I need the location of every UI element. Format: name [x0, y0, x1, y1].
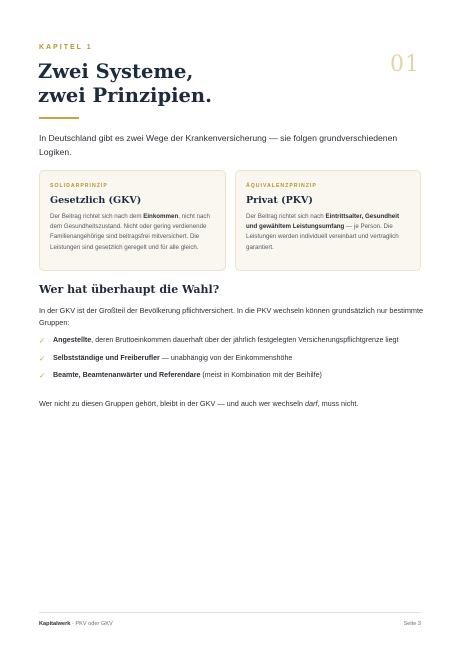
page-title — [38, 60, 338, 108]
gkv-card-body — [50, 212, 215, 253]
list-item-bold: Angestellte — [53, 336, 92, 344]
title-line-2: zwei Prinzipien. — [38, 84, 212, 107]
gkv-card-kicker: SOLIDARPRINZIP — [50, 183, 108, 189]
check-icon: ✓ — [39, 336, 46, 345]
title-line-1: Zwei Systeme, — [38, 60, 194, 83]
gkv-body-text-1: Der Beitrag richtet sich nach dem — [50, 213, 144, 220]
chapter-number: 01 — [390, 52, 420, 77]
closing-emphasis: darf — [304, 399, 318, 408]
pkv-card-body — [246, 212, 410, 253]
pkv-card — [235, 170, 421, 271]
pkv-card-title: Privat (PKV) — [246, 195, 313, 206]
footer-brand-name: Kapitalwerk — [39, 621, 71, 627]
list-item-bold: Beamte, Beamtenanwärter und Referendare — [53, 371, 201, 379]
gkv-card — [39, 170, 226, 271]
pkv-body-text-2: — je Person. Die Leistungen werden individuell vereinbart und vertraglich garantiert. — [246, 223, 399, 251]
list-item — [39, 370, 424, 382]
gkv-body-bold: Einkommen — [143, 213, 179, 220]
chapter-kicker: KAPITEL 1 — [39, 44, 93, 51]
footer-divider — [39, 612, 421, 613]
check-icon: ✓ — [39, 371, 46, 380]
page-number: Seite 3 — [403, 621, 421, 627]
section-heading: Wer hat überhaupt die Wahl? — [39, 283, 220, 296]
list-item-text: (meist in Kombination mit der Beihilfe) — [200, 371, 322, 379]
footer-subtitle: · PKV oder GKV — [70, 621, 113, 627]
closing-text-1: Wer nicht zu diesen Gruppen gehört, bleibt in der GKV — und auch wer wechseln — [39, 399, 305, 408]
pkv-body-text-1: Der Beitrag richtet sich nach — [246, 213, 326, 220]
footer-brand — [39, 621, 113, 627]
gkv-body-text-2: , nicht nach dem Gesundheitszustand. Nicht oder gering verdienende Familienangehörige sind beitragsfrei mitversichert. Die Leistungen sind gesetzlich geregelt und für alle gleich. — [50, 213, 210, 251]
gkv-card-title: Gesetzlich (GKV) — [50, 195, 142, 206]
list-item-text: , deren Bruttoeinkommen dauerhaft über der jährlich festgelegten Versicherungspflichtgrenze liegt — [91, 336, 399, 344]
closing-text-2: , muss nicht. — [317, 399, 359, 408]
check-icon: ✓ — [39, 353, 46, 363]
eligibility-list — [39, 335, 424, 382]
intro-paragraph: In Deutschland gibt es zwei Wege der Krankenversicherung — sie folgen grundverschiedenen Logiken. — [39, 133, 398, 157]
pkv-body-bold: Eintrittsalter, Gesundheit und gewähltem Leistungsumfang — [246, 213, 400, 231]
list-item-text: — unabhängig von der Einkommenshöhe — [159, 353, 293, 362]
closing-paragraph — [39, 398, 424, 410]
list-item — [39, 335, 424, 347]
list-item-bold: Selbstständige und Freiberufler — [53, 353, 160, 362]
pkv-card-kicker: ÄQUIVALENZPRINZIP — [246, 183, 317, 189]
section-paragraph: In der GKV ist der Großteil der Bevölkerung pflichtversichert. In die PKV wechseln können grundsätzlich nur bestimmte Gruppen: — [39, 306, 424, 327]
list-item — [39, 353, 424, 365]
title-accent-rule — [39, 117, 79, 119]
